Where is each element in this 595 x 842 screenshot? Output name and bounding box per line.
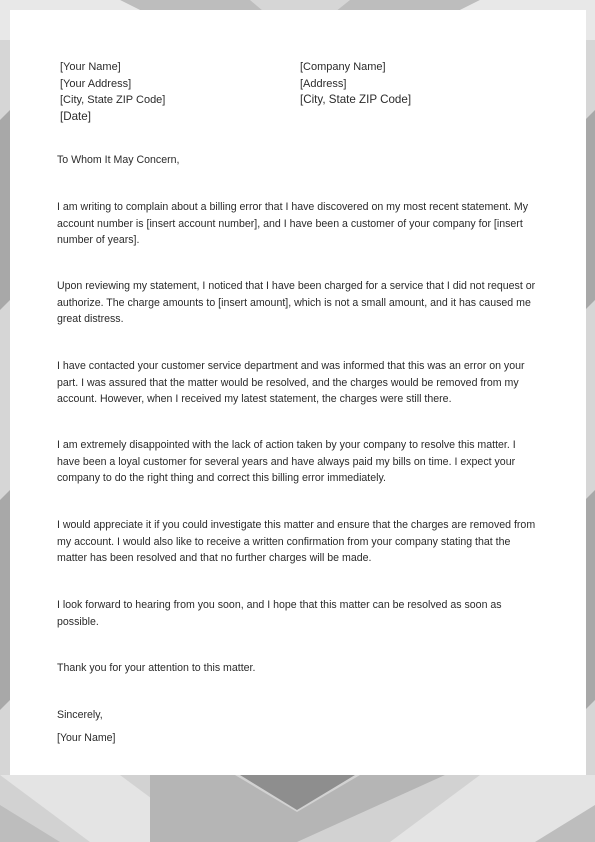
sender-address-block — [60, 59, 165, 125]
recipient-address-block — [300, 59, 411, 109]
recipient-city: [City, State ZIP Code] — [300, 93, 412, 107]
body-paragraph: I am writing to complain about a billing error that I have discovered on my most recent statement. My account number is [insert account number], and I have been a customer of your company for [insert number of years]. — [57, 201, 529, 247]
recipient-address: [Address] — [300, 77, 347, 90]
closing: Sincerely, — [57, 709, 103, 721]
body-paragraph: I would appreciate it if you could investigate this matter and ensure that the charges are removed from my account. I would also like to receive a written confirmation from your company stating that the matter has been resolved and that no further charges will be made. — [57, 519, 536, 565]
body-paragraph: I am extremely disappointed with the lack of action taken by your company to resolve this matter. I have been a loyal customer for several years and have always paid my bills on time. I expect your company to do the right thing and correct this billing error immediately. — [57, 439, 516, 485]
sender-name: [Your Name] — [60, 61, 121, 73]
body-paragraph: I have contacted your customer service department and was informed that this was an error on your part. I was assured that the matter would be resolved, and the charges would be removed from my account. However, when I received my latest statement, the charges were still there. — [57, 360, 525, 406]
body-paragraph: I look forward to hearing from you soon, and I hope that this matter can be resolved as soon as possible. — [57, 599, 502, 628]
sender-address: [Your Address] — [60, 77, 132, 90]
letter-page — [10, 10, 586, 775]
sender-city: [City, State ZIP Code] — [60, 94, 166, 107]
body-paragraph: Upon reviewing my statement, I noticed that I have been charged for a service that I did not request or authorize. The charge amounts to [insert amount], which is not a small amount, and it has caused me great distress. — [57, 280, 536, 326]
recipient-company: [Company Name] — [300, 61, 386, 73]
salutation: To Whom It May Concern, — [57, 154, 180, 166]
signature-name: [Your Name] — [57, 732, 116, 744]
body-paragraph: Thank you for your attention to this matter. — [57, 662, 256, 674]
letter-date: [Date] — [60, 109, 91, 123]
